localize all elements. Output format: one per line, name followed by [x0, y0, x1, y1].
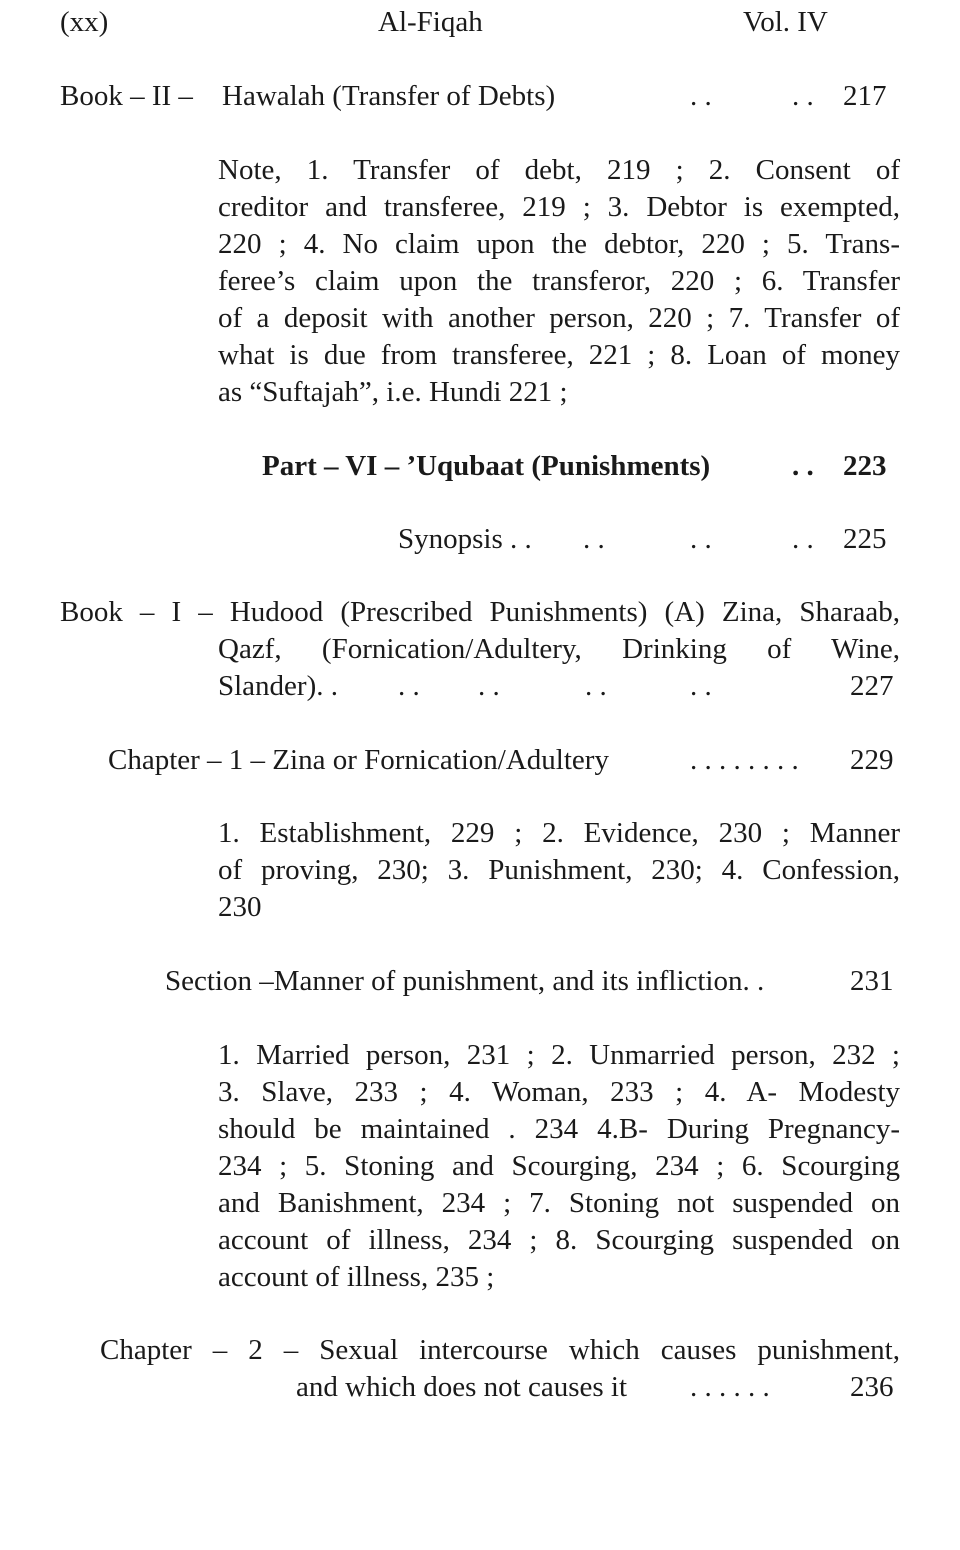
leader-dots: . .	[792, 523, 814, 555]
note-line: account of illness, 234 ; 8. Scourging suspended on	[218, 1224, 900, 1256]
note-line: account of illness, 235 ;	[218, 1261, 495, 1293]
leader-dots: . .	[792, 450, 814, 482]
entry-note-section	[218, 1037, 900, 1296]
entry-title-line: Chapter – 2 – Sexual intercourse which causes punishment,	[100, 1334, 900, 1366]
leader-dots: . .	[585, 670, 607, 702]
note-line: Note, 1. Transfer of debt, 219 ; 2. Consent of	[218, 154, 900, 186]
running-title: Al-Fiqah	[378, 6, 483, 38]
entry-page: 217	[843, 80, 887, 112]
leader-dots: . .	[690, 670, 712, 702]
note-line: of proving, 230; 3. Punishment, 230; 4. Confession,	[218, 854, 900, 886]
leader-dots: . . . . . . . .	[690, 744, 799, 776]
note-line: of a deposit with another person, 220 ; 7. Transfer of	[218, 302, 900, 334]
note-line: as “Suftajah”, i.e. Hundi 221 ;	[218, 376, 568, 408]
note-line: what is due from transferee, 221 ; 8. Loan of money	[218, 339, 900, 371]
entry-note-hawalah	[218, 152, 900, 411]
leader-dots: . .	[398, 670, 420, 702]
entry-page: 227	[850, 670, 894, 702]
entry-title-line: Book – I – Hudood (Prescribed Punishments) (A) Zina, Sharaab,	[60, 596, 900, 628]
note-line: and Banishment, 234 ; 7. Stoning not suspended on	[218, 1187, 900, 1219]
entry-note-chapter-1	[218, 815, 900, 926]
note-line: 234 ; 5. Stoning and Scourging, 234 ; 6. Scourging	[218, 1150, 900, 1182]
note-line: 1. Establishment, 229 ; 2. Evidence, 230 ; Manner	[218, 817, 900, 849]
note-line: creditor and transferee, 219 ; 3. Debtor is exempted,	[218, 191, 900, 223]
leader-dots: . .	[478, 670, 500, 702]
entry-page: 236	[850, 1371, 894, 1403]
entry-page: 229	[850, 744, 894, 776]
entry-title-line: Qazf, (Fornication/Adultery, Drinking of Wine,	[218, 633, 900, 665]
entry-page: 225	[843, 523, 887, 555]
leader-dots: . .	[690, 523, 712, 555]
entry-title: Hawalah (Transfer of Debts)	[222, 80, 556, 112]
note-line: 1. Married person, 231 ; 2. Unmarried person, 232 ;	[218, 1039, 900, 1071]
entry-page: 231	[850, 965, 894, 997]
note-line: feree’s claim upon the transferor, 220 ; 6. Transfer	[218, 265, 900, 297]
entry-title: Synopsis . .	[398, 523, 532, 555]
entry-label: Book – II –	[60, 80, 193, 112]
leader-dots: . .	[792, 80, 814, 112]
entry-title-line: and which does not causes it	[296, 1371, 628, 1403]
note-line: 230	[218, 891, 262, 923]
note-line: 3. Slave, 233 ; 4. Woman, 233 ; 4. A- Modesty	[218, 1076, 900, 1108]
volume-label: Vol. IV	[743, 6, 828, 38]
page-number: (xx)	[60, 6, 109, 38]
entry-title-line: Slander). .	[218, 670, 338, 702]
entry-title: Section –Manner of punishment, and its infliction. .	[165, 965, 765, 997]
entry-title: Chapter – 1 – Zina or Fornication/Adultery	[108, 744, 609, 776]
entry-page: 223	[843, 450, 887, 482]
part-title: Part – VI – ’Uqubaat (Punishments)	[262, 450, 711, 482]
note-line: 220 ; 4. No claim upon the debtor, 220 ; 5. Trans-	[218, 228, 900, 260]
leader-dots: . .	[583, 523, 605, 555]
leader-dots: . .	[690, 80, 712, 112]
leader-dots: . . . . . .	[690, 1371, 770, 1403]
note-line: should be maintained . 234 4.B- During Pregnancy-	[218, 1113, 900, 1145]
